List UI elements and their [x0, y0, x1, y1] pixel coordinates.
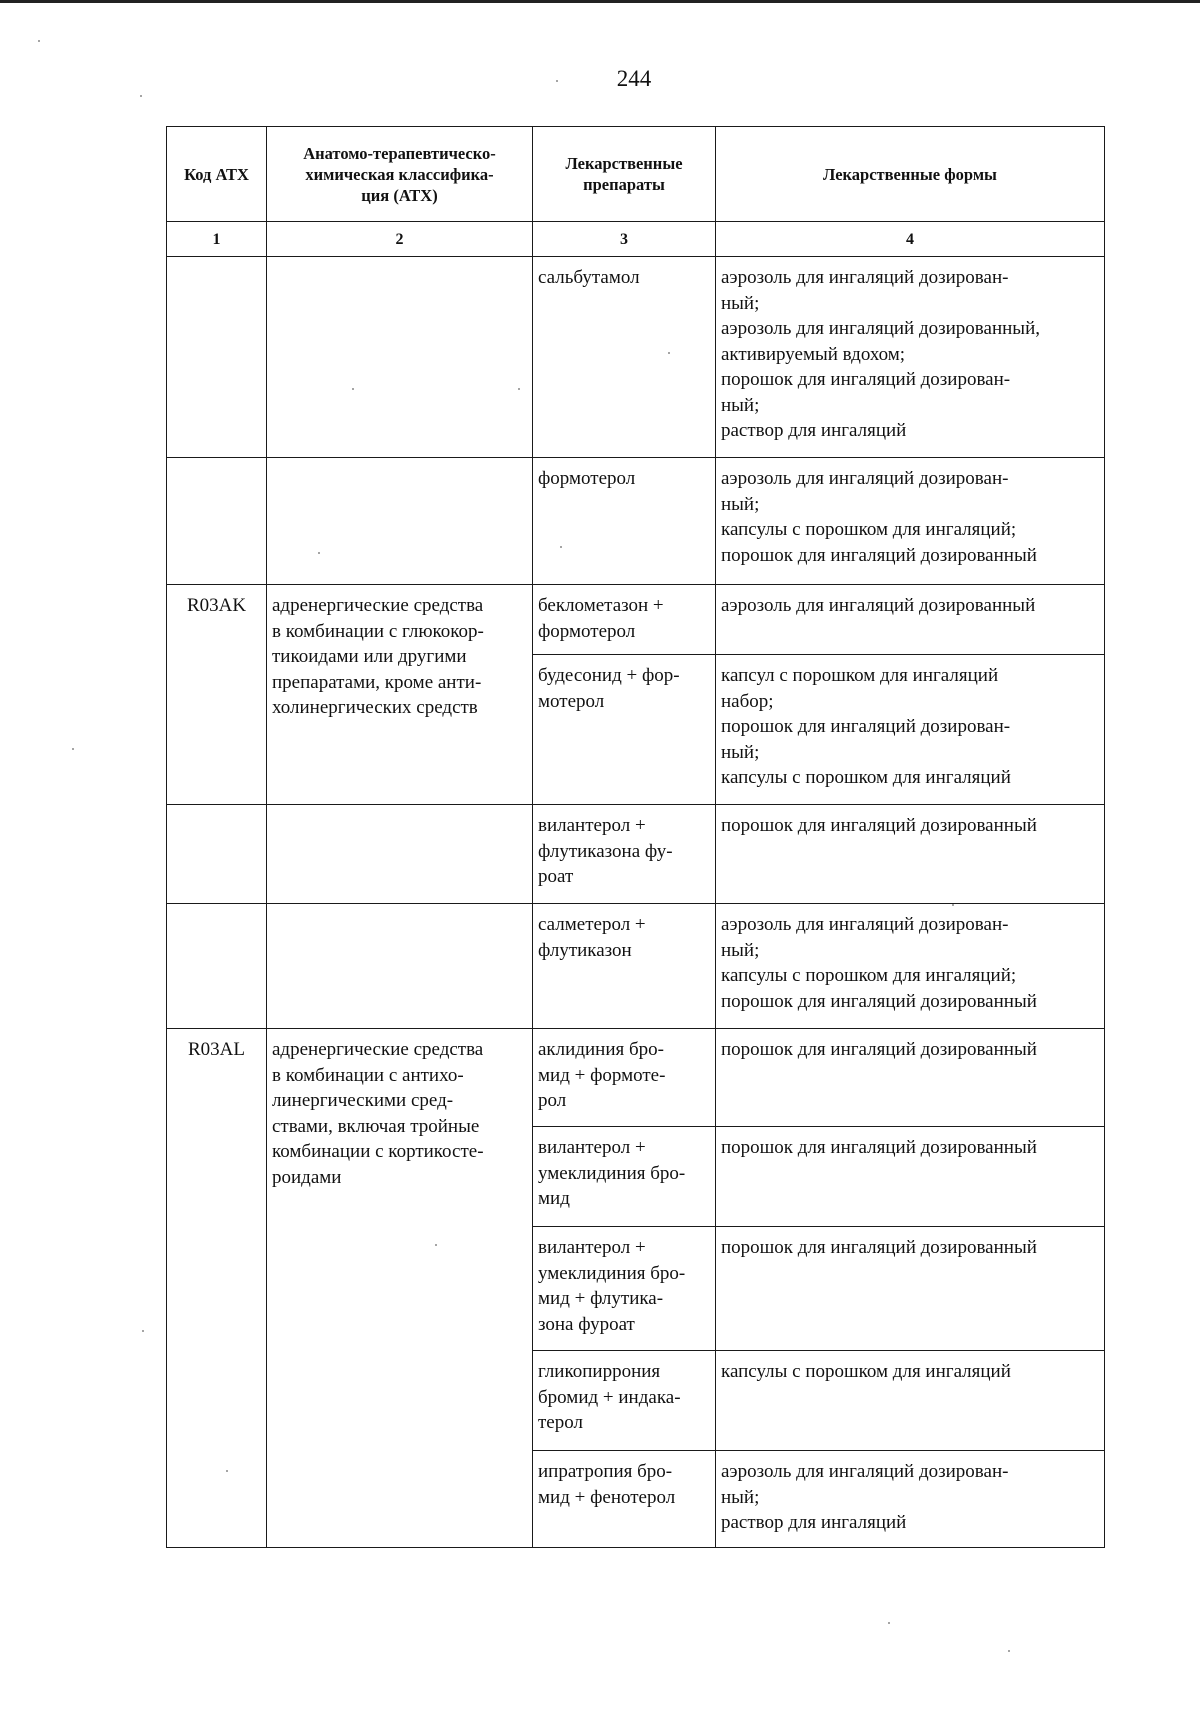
cell-line: формотерол	[538, 468, 636, 489]
drug-cell	[533, 1351, 716, 1451]
cell-line: адренергические средства	[272, 595, 484, 616]
cell-line: сальбутамол	[538, 267, 640, 288]
cell-line: аэрозоль для ингаляций дозирован-	[721, 468, 1009, 489]
forms-cell	[716, 585, 1105, 655]
cell-line: флутиказона фу-	[538, 840, 673, 862]
forms-cell	[716, 1451, 1105, 1548]
speck	[888, 1622, 890, 1624]
atx-code-cell	[167, 257, 267, 458]
cell-line: порошок для ингаляций дозированный	[721, 990, 1037, 1012]
forms-cell	[716, 655, 1105, 805]
header-line: препараты	[583, 175, 665, 194]
cell-line: вилантерол +	[538, 1137, 646, 1158]
cell-line: роидами	[272, 1166, 342, 1188]
cell-line: аэрозоль для ингаляций дозирован-	[721, 1461, 1009, 1482]
drug-cell	[533, 585, 716, 655]
cell-line: порошок для ингаляций дозирован-	[721, 716, 1011, 737]
cell-line: роат	[538, 866, 574, 887]
speck	[556, 80, 558, 82]
cell-line: капсулы с порошком для ингаляций	[721, 767, 1011, 788]
cell-line: аклидиния бро-	[538, 1039, 664, 1060]
cell-line: в комбинации с глюкокор-	[272, 620, 484, 642]
classification-cell	[267, 805, 533, 904]
drug-cell	[533, 257, 716, 458]
cell-line: мид + флутика-	[538, 1288, 664, 1309]
speck	[226, 1470, 228, 1472]
header-drugs	[533, 127, 716, 222]
cell-line: порошок для ингаляций дозированный	[721, 1039, 1037, 1060]
classification-cell	[267, 904, 533, 1029]
cell-line: ный;	[721, 493, 760, 515]
cell-line: бромид + индака-	[538, 1386, 681, 1408]
speck	[560, 546, 562, 548]
forms-cell	[716, 257, 1105, 458]
cell-line: беклометазон +	[538, 595, 664, 616]
cell-line: умеклидиния бро-	[538, 1262, 686, 1284]
forms-cell	[716, 904, 1105, 1029]
cell-line: аэрозоль для ингаляций дозирован-	[721, 267, 1009, 288]
cell-line: терол	[538, 1412, 583, 1433]
cell-line: тикоидами или другими	[272, 646, 467, 667]
speck	[352, 388, 354, 390]
speck	[668, 352, 670, 354]
cell-line: аэрозоль для ингаляций дозированный,	[721, 318, 1040, 339]
cell-line: R03AK	[186, 595, 247, 616]
cell-line: вилантерол +	[538, 815, 646, 836]
speck	[952, 904, 954, 906]
cell-line: порошок для ингаляций дозирован-	[721, 369, 1011, 390]
cell-line: будесонид + фор-	[538, 665, 680, 686]
cell-line: зона фуроат	[538, 1313, 635, 1335]
cell-line: мотерол	[538, 690, 605, 712]
atx-code-cell	[167, 585, 267, 805]
cell-line: активируемый вдохом;	[721, 343, 906, 365]
cell-line: капсулы с порошком для ингаляций;	[721, 965, 1017, 986]
cell-line: гликопиррония	[538, 1361, 661, 1382]
cell-line: умеклидиния бро-	[538, 1162, 686, 1184]
drug-cell	[533, 1029, 716, 1127]
top-border	[0, 0, 1200, 3]
atx-table	[166, 126, 1105, 1548]
atx-code-cell	[167, 1029, 267, 1548]
header-atx-code	[167, 127, 267, 222]
drug-cell	[533, 1451, 716, 1548]
cell-line: мид + фенотерол	[538, 1486, 676, 1508]
cell-line: капсулы с порошком для ингаляций;	[721, 519, 1017, 540]
drug-cell	[533, 655, 716, 805]
cell-line: мид + формоте-	[538, 1064, 666, 1086]
cell-line: холинергических средств	[272, 697, 478, 718]
cell-line: ный;	[721, 1486, 760, 1508]
cell-line: R03AL	[188, 1039, 245, 1060]
speck	[435, 1244, 437, 1246]
cell-line: порошок для ингаляций дозированный	[721, 544, 1037, 566]
page-number: 244	[616, 66, 652, 91]
speck	[72, 748, 74, 750]
cell-line: ный;	[721, 939, 760, 961]
atx-code-cell	[167, 458, 267, 585]
cell-line: в комбинации с антихо-	[272, 1064, 464, 1086]
forms-cell	[716, 1351, 1105, 1451]
drug-cell	[533, 1127, 716, 1227]
cell-line: аэрозоль для ингаляций дозированный	[721, 595, 1036, 616]
column-number: 1	[167, 222, 267, 257]
cell-line: порошок для ингаляций дозированный	[721, 1137, 1037, 1158]
column-number-row	[167, 222, 1105, 257]
header-line: Код АТХ	[184, 164, 249, 184]
speck	[142, 1330, 144, 1332]
drug-cell	[533, 904, 716, 1029]
cell-line: препаратами, кроме анти-	[272, 671, 482, 693]
cell-line: ипратропия бро-	[538, 1461, 673, 1482]
table-row	[167, 257, 1105, 458]
column-number: 4	[716, 222, 1105, 257]
cell-line: адренергические средства	[272, 1039, 484, 1060]
forms-cell	[716, 458, 1105, 585]
classification-cell	[267, 1029, 533, 1548]
header-line: Лекарственные	[565, 154, 683, 173]
cell-line: ный;	[721, 292, 760, 314]
cell-line: ный;	[721, 394, 760, 416]
drug-cell	[533, 1227, 716, 1351]
drug-cell	[533, 805, 716, 904]
cell-line: капсул с порошком для ингаляций	[721, 665, 999, 686]
table-row	[167, 805, 1105, 904]
cell-line: капсулы с порошком для ингаляций	[721, 1361, 1011, 1382]
cell-line: раствор для ингаляций	[721, 420, 907, 441]
cell-line: линергическими сред-	[272, 1090, 454, 1111]
cell-line: порошок для ингаляций дозированный	[721, 1237, 1037, 1258]
forms-cell	[716, 1029, 1105, 1127]
table-row	[167, 904, 1105, 1029]
classification-cell	[267, 585, 533, 805]
header-row	[167, 127, 1105, 222]
table-row	[167, 458, 1105, 585]
speck	[140, 95, 142, 97]
header-line: ция (АТХ)	[361, 185, 438, 205]
atx-code-cell	[167, 805, 267, 904]
speck	[518, 388, 520, 390]
table-row	[167, 1029, 1105, 1127]
cell-line: вилантерол +	[538, 1237, 646, 1258]
cell-line: аэрозоль для ингаляций дозирован-	[721, 914, 1009, 935]
cell-line: формотерол	[538, 620, 636, 642]
header-line: Анатомо-терапевтическо-	[303, 143, 496, 163]
cell-line: набор;	[721, 690, 774, 712]
cell-line: ствами, включая тройные	[272, 1115, 480, 1137]
cell-line: флутиказон	[538, 939, 632, 961]
column-number: 2	[267, 222, 533, 257]
table-row	[167, 585, 1105, 655]
classification-cell	[267, 458, 533, 585]
forms-cell	[716, 1127, 1105, 1227]
speck	[318, 552, 320, 554]
header-forms	[716, 127, 1105, 222]
drug-cell	[533, 458, 716, 585]
forms-cell	[716, 1227, 1105, 1351]
cell-line: рол	[538, 1090, 567, 1111]
cell-line: комбинации с кортикосте-	[272, 1141, 484, 1162]
cell-line: мид	[538, 1188, 570, 1209]
column-number: 3	[533, 222, 716, 257]
header-line: Лекарственные формы	[823, 164, 997, 184]
cell-line: порошок для ингаляций дозированный	[721, 815, 1037, 836]
header-line: химическая классифика-	[305, 164, 494, 184]
speck	[1008, 1650, 1010, 1652]
cell-line: ный;	[721, 741, 760, 763]
classification-cell	[267, 257, 533, 458]
cell-line: салметерол +	[538, 914, 646, 935]
forms-cell	[716, 805, 1105, 904]
header-classification	[267, 127, 533, 222]
speck	[38, 40, 40, 42]
cell-line: раствор для ингаляций	[721, 1512, 907, 1533]
atx-code-cell	[167, 904, 267, 1029]
